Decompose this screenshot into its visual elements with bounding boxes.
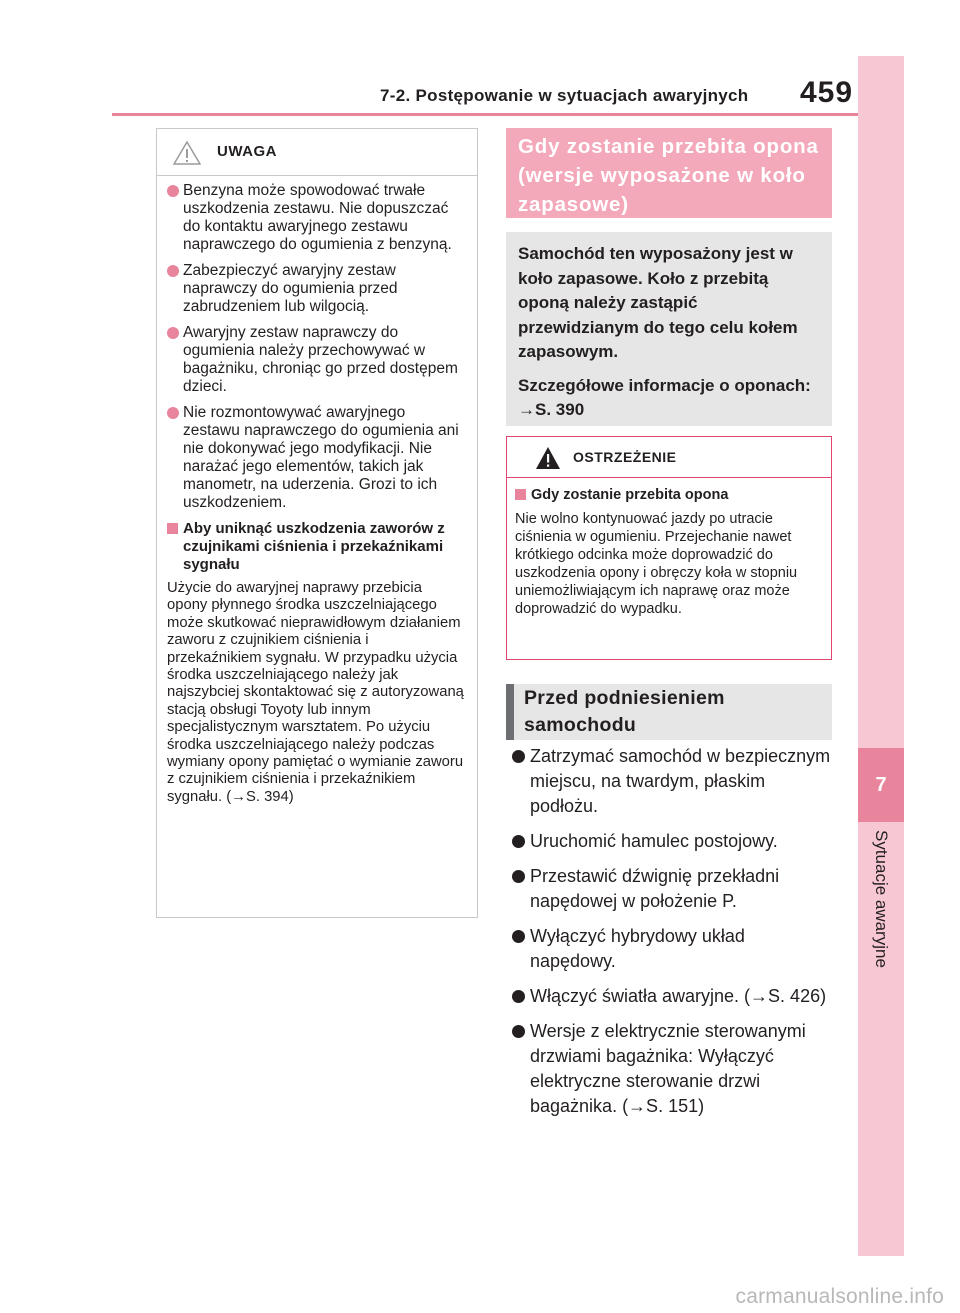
caution-bullet: Awaryjny zestaw naprawczy do ogumienia należy przechowywać w bagażniku, chroniąc go przed dostępem dzieci. [167, 324, 465, 396]
caution-subsection-title: Aby uniknąć uszkodzenia zaworów z czujnikami ciśnienia i przekaźnikami sygnału [167, 520, 465, 574]
caution-box [156, 128, 478, 918]
bullet-dot-icon [512, 930, 525, 943]
caution-page-reference: (→S. 394) [226, 788, 294, 805]
section-title: 7-2. Postępowanie w sytuacjach awaryjnych [380, 86, 749, 105]
warning-title: OSTRZEŻENIE [573, 449, 677, 465]
caution-triangle-icon [173, 141, 201, 165]
caution-bullet: Benzyna może spowodować trwałe uszkodzenia zestawu. Nie dopuszczać do kontaktu awaryjnego zestawu naprawczego do ogumienia z benzyną. [167, 182, 465, 254]
warning-subtitle: Gdy zostanie przebita opona [515, 486, 823, 504]
list-item: Wyłączyć hybrydowy układ napędowy. [512, 924, 832, 974]
warning-text: Nie wolno kontynuować jazdy po utracie ciśnienia w ogumieniu. Przejechanie nawet krótkiego odcinka może doprowadzić do uszkodzenia opony i obręczy koła w stopniu uniemożliwiającym ich naprawę oraz może doprowadzić do wypadku. [515, 511, 798, 617]
list-item: Zatrzymać samochód w bezpiecznym miejscu, na twardym, płaskim podłożu. [512, 744, 832, 819]
bullet-dot-icon [512, 990, 525, 1003]
spare-section-title: Gdy zostanie przebita opona (wersje wyposażone w koło zapasowe) [506, 128, 832, 218]
chapter-label: Sytuacje awaryjne [872, 830, 891, 968]
spare-details-reference: Szczegółowe informacje o oponach: →S. 390 [518, 375, 811, 419]
bullet-dot-icon [512, 870, 525, 883]
caution-title: UWAGA [217, 143, 277, 160]
bullet-dot-icon [512, 750, 525, 763]
spare-section-summary [506, 232, 832, 426]
chapter-number: 7 [858, 748, 904, 822]
bullet-dot-icon [167, 407, 179, 419]
list-item: Uruchomić hamulec postojowy. [512, 829, 832, 854]
bullet-dot-icon [167, 185, 179, 197]
bullet-dot-icon [512, 1025, 525, 1038]
warning-triangle-icon [535, 446, 561, 470]
warning-box [506, 436, 832, 660]
list-item: Włączyć światła awaryjne. (→S. 426) [512, 984, 832, 1009]
list-item: Przestawić dźwignię przekładni napędowej w położenie P. [512, 864, 832, 914]
bullet-dot-icon [512, 835, 525, 848]
before-lift-steps [512, 744, 832, 1129]
page-number: 459 [800, 76, 854, 109]
caution-subsection-text: Użycie do awaryjnej naprawy przebicia opony płynnego środka uszczelniającego może skutkować nieprawidłowym działaniem zaworu z czujnikiem ciśnienia i przekaźnikiem sygnału. W przypadku użycia środka uszczelniającego należy jak najszybciej skontaktować się z autoryzowaną stacją obsługi Toyoty lub innym specjalistycznym warsztatem. Po użyciu środka uszczelniającego należy podczas wymiany opony pamiętać o wymianie zaworu z czujnikiem ciśnienia i przekaźnikiem sygnału. (→S. 394) [167, 580, 464, 805]
bullet-dot-icon [167, 265, 179, 277]
header-rule [112, 113, 860, 116]
watermark: carmanualsonline.info [735, 1285, 944, 1308]
square-bullet-icon [515, 489, 526, 500]
warning-header [507, 437, 831, 478]
caution-bullet: Nie rozmontowywać awaryjnego zestawu naprawczego do ogumienia ani nie dokonywać jego modyfikacji. Nie narażać jego elementów, takich jak manometr, na uderzenia. Grozi to ich uszkodzeniem. [167, 404, 465, 512]
square-bullet-icon [167, 523, 178, 534]
spare-intro: Samochód ten wyposażony jest w koło zapasowe. Koło z przebitą oponą należy zastąpić przewidzianym do tego celu kołem zapasowym. [518, 244, 798, 361]
caution-bullet: Zabezpieczyć awaryjny zestaw naprawczy do ogumienia przed zabrudzeniem lub wilgocią. [167, 262, 465, 316]
caution-header [157, 129, 477, 176]
list-item: Wersje z elektrycznie sterowanymi drzwiami bagażnika: Wyłączyć elektryczne sterowanie drzwi bagażnika. (→S. 151) [512, 1019, 832, 1119]
bullet-dot-icon [167, 327, 179, 339]
before-lift-title: Przed podniesieniem samochodu [506, 684, 832, 740]
side-tab-strip [858, 56, 904, 1256]
